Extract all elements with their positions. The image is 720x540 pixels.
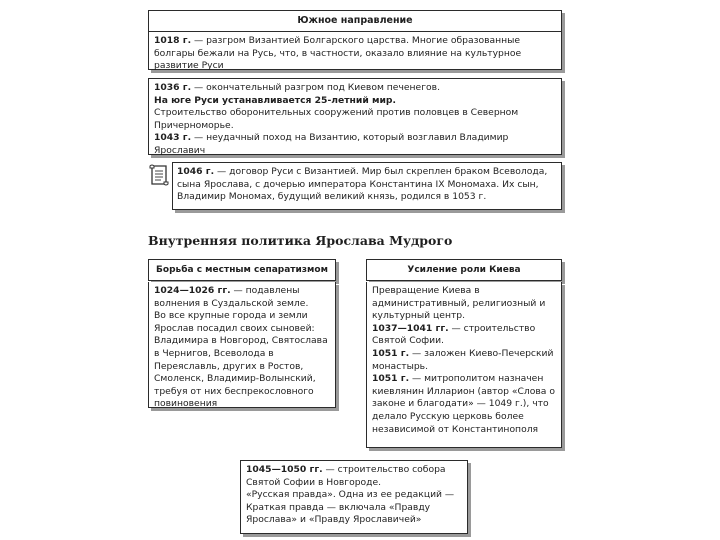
south-block-1036 (148, 78, 562, 155)
text-1051-b: — митрополитом назначен киевлянин Илларион (автор «Слова о законе и благодати» — 1049 г.), что делало Русскую церковь более независимой от Константинополя (372, 373, 555, 435)
peace-line: На юге Руси устанавливается 25-летний мир. (154, 94, 396, 106)
text-1024: — подавлены волнения в Суздальской земле. (154, 285, 309, 309)
text-1043: — неудачный поход на Византию, который возглавил Владимир Ярославич (154, 132, 509, 156)
separatism-panel (148, 282, 336, 408)
kiev-header (366, 259, 562, 281)
fortification-text: Строительство оборонительных сооружений против половцев в Северном Причерноморье. (154, 107, 519, 131)
text-1045: — строительство собора Святой Софии в Новгороде. (246, 464, 446, 488)
south-block-1018 (148, 32, 562, 70)
kiev-panel (366, 282, 562, 448)
pravda-text: «Русская правда». Одна из ее редакций — Краткая правда — включала «Правду Ярослава» и «Правду Ярославичей» (246, 489, 455, 526)
year-1051-a: 1051 г. (372, 347, 410, 359)
section-title: Внутренняя политика Ярослава Мудрого (148, 233, 453, 248)
kiev-header-label: Усиление роли Киева (407, 265, 521, 275)
scroll-icon (148, 163, 170, 189)
south-header (148, 10, 562, 32)
separatism-header (148, 259, 336, 281)
separatism-header-label: Борьба с местным сепаратизмом (156, 265, 328, 275)
south-block-1046 (172, 162, 562, 210)
year-1043: 1043 г. (154, 132, 192, 144)
kiev-center-text: Превращение Киева в административный, религиозный и культурный центр. (372, 285, 546, 322)
text-1051-a: — заложен Киево-Печерский монастырь. (372, 347, 554, 372)
year-1036: 1036 г. (154, 82, 192, 93)
year-1045: 1045—1050 гг. (246, 464, 323, 475)
year-1024: 1024—1026 гг. (154, 285, 231, 296)
year-1018: 1018 г. (154, 35, 192, 46)
sons-text: Во все крупные города и земли Ярослав посадил своих сыновей: Владимира в Новгород, Святослава в Чернигов, Всеволода в Переяславль, других в Ростов, Смоленск, Владимир-Волынский, требуя от них беспрекословного повиновения (154, 310, 328, 410)
year-1046: 1046 г. (177, 166, 215, 177)
year-1037: 1037—1041 гг. (372, 322, 449, 334)
text-1037: — строительство Святой Софии. (372, 322, 536, 347)
text-1018: — разгром Византией Болгарского царства. Многие образованные болгары бежали на Русь, что, в частности, оказало влияние на культурное развитие Руси (154, 35, 522, 72)
south-header-label: Южное направление (297, 15, 413, 26)
text-1046: — договор Руси с Византией. Мир был скреплен браком Всеволода, сына Ярослава, с дочерью императора Константина IX Мономаха. Их сын, Владимир Мономах, будущий великий князь, родился в 1053 г. (177, 166, 548, 203)
novgorod-block (240, 460, 468, 534)
year-1051-b: 1051 г. (372, 373, 410, 385)
text-1036: — окончательный разгром под Киевом печенегов. (191, 82, 440, 93)
